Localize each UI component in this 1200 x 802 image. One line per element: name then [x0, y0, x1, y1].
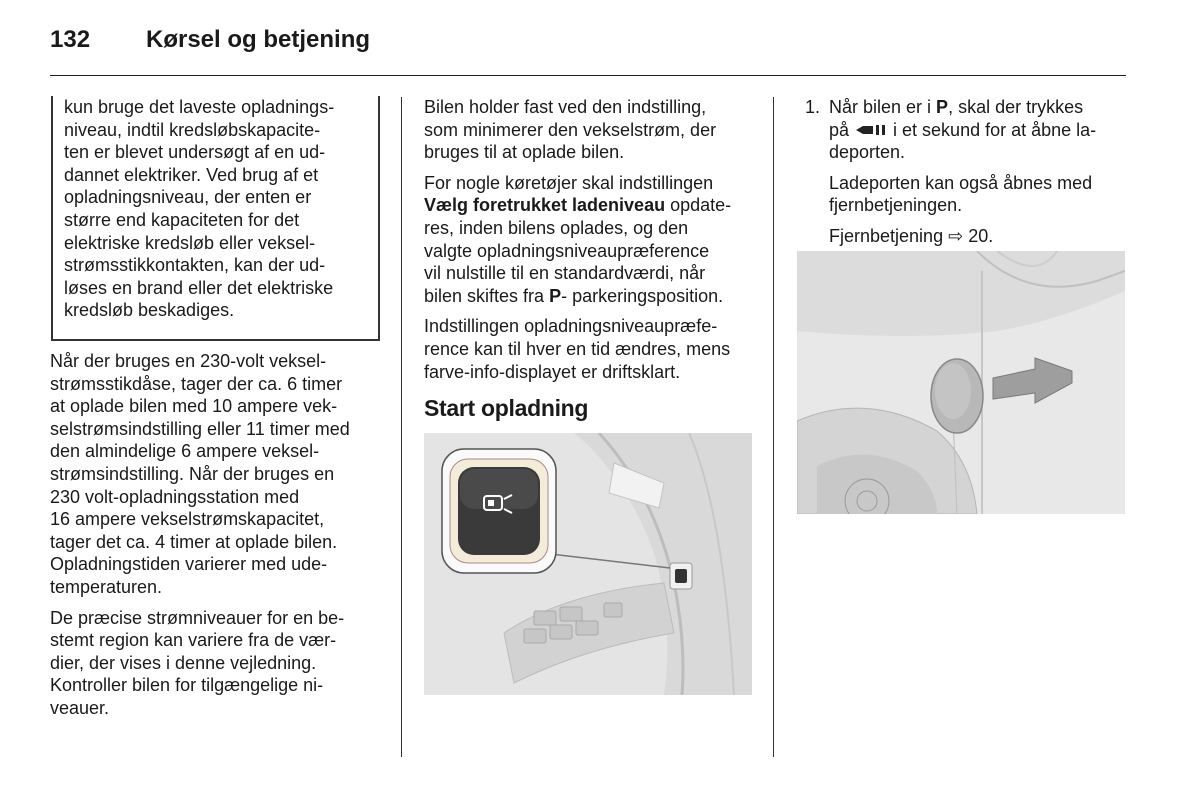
gear-p-label: P [549, 285, 562, 306]
paragraph-change-anytime [424, 315, 764, 383]
charge-port-button-icon [482, 493, 514, 515]
door-panel-drawing [424, 433, 752, 695]
text-line: som minimerer den vekselstrøm, der [424, 119, 717, 140]
column-3 [805, 96, 1135, 248]
text-line: Når der bruges en 230-volt veksel- [50, 351, 327, 371]
warning-line: løses en brand eller det elektriske [64, 277, 334, 298]
text-fragment: i et sekund for at åbne la- [888, 119, 1097, 140]
paragraph-preferred-level [424, 172, 764, 308]
car-side-drawing [797, 251, 1125, 514]
text-fragment: , skal der trykkes [948, 97, 1084, 117]
paragraph-charge-times [50, 350, 390, 599]
text-line: valgte opladningsniveaupræference [424, 240, 710, 261]
paragraph-power-levels [50, 607, 390, 720]
text-line: bruges til at oplade bilen. [424, 142, 625, 163]
page-number: 132 [50, 26, 91, 53]
text-fragment: Når bilen er i [829, 97, 937, 117]
warning-box [51, 96, 380, 341]
text-line: For nogle køretøjer skal indstillingen [424, 172, 714, 193]
text-line [829, 96, 1135, 119]
paragraph-setting-hold [424, 96, 764, 164]
text-fragment: - parkeringsposition. [561, 285, 724, 306]
text-line: farve-info-displayet er driftsklart. [424, 361, 681, 382]
text-line: strømsstikdåse, tager der ca. 6 timer [50, 373, 343, 394]
text-line: tager det ca. 4 timer at oplade bilen. [50, 531, 338, 552]
text-line: Kontroller bilen for tilgængelige ni- [50, 675, 324, 696]
menu-option-name: Vælg foretrukket ladeniveau [424, 195, 666, 216]
text-line [424, 285, 764, 308]
text-line: dier, der vises i denne vejledning. [50, 652, 317, 673]
page-reference [829, 225, 1135, 248]
text-line: 230 volt-opladningsstation med [50, 486, 300, 507]
text-line [424, 194, 764, 217]
text-fragment: på [829, 119, 855, 140]
reference-page: 20. [968, 225, 994, 246]
step-1 [805, 96, 1135, 248]
gear-p-label: P [936, 97, 949, 117]
column-divider [773, 97, 774, 757]
warning-line: kun bruge det laveste opladnings- [64, 97, 335, 117]
text-line [829, 119, 1135, 142]
warning-line: kredsløb beskadiges. [64, 300, 235, 321]
text-line: Indstillingen opladningsniveaupræfe- [424, 316, 718, 337]
warning-line: større end kapaciteten for det [64, 209, 300, 230]
text-line: temperaturen. [50, 576, 163, 597]
section-heading: Start opladning [424, 395, 589, 421]
text-line: at oplade bilen med 10 ampere vek- [50, 396, 338, 417]
text-line: veauer. [50, 697, 110, 718]
column-2 [424, 96, 764, 391]
text-line: Ladeporten kan også åbnes med [829, 172, 1093, 193]
text-line: Bilen holder fast ved den indstilling, [424, 97, 707, 117]
page-reference-arrow-icon: ⇨ [948, 225, 964, 246]
charge-port-button-icon [854, 123, 888, 137]
text-line: strømsindstilling. Når der bruges en [50, 463, 335, 484]
warning-line: niveau, indtil kredsløbskapacite- [64, 119, 321, 140]
warning-line: dannet elektriker. Ved brug af et [64, 164, 319, 185]
text-line: Opladningstiden varierer med ude- [50, 554, 328, 575]
text-line: deporten. [829, 142, 906, 163]
reference-text: Fjernbetjening [829, 225, 944, 246]
text-line: stemt region kan variere fra de vær- [50, 630, 337, 651]
column-1 [50, 350, 390, 728]
warning-line: ten er blevet undersøgt af en ud- [64, 142, 326, 163]
text-line: res, inden bilens oplades, og den [424, 217, 689, 238]
text-line: den almindelige 6 ampere veksel- [50, 441, 320, 462]
door-button-illustration [424, 433, 752, 695]
text-line: selstrømsindstilling eller 11 timer med [50, 418, 350, 439]
charge-port-illustration [797, 251, 1125, 514]
page-title: Kørsel og betjening [146, 26, 371, 53]
text-fragment: bilen skiftes fra [424, 285, 550, 306]
warning-line: elektriske kredsløb eller veksel- [64, 232, 316, 253]
text-line: vil nulstille til en standardværdi, når [424, 263, 706, 284]
text-line: De præcise strømniveauer for en be- [50, 607, 345, 628]
header-rule [50, 75, 1126, 76]
warning-line: strømsstikkontakten, kan der ud- [64, 255, 326, 276]
warning-line: opladningsniveau, der enten er [64, 187, 312, 208]
step-number: 1. [805, 97, 821, 117]
text-line: fjernbetjeningen. [829, 195, 963, 216]
text-fragment: opdate- [665, 195, 732, 216]
column-divider [401, 97, 402, 757]
text-line: rence kan til hver en tid ændres, mens [424, 338, 731, 359]
text-line: 16 ampere vekselstrømskapacitet, [50, 509, 325, 530]
